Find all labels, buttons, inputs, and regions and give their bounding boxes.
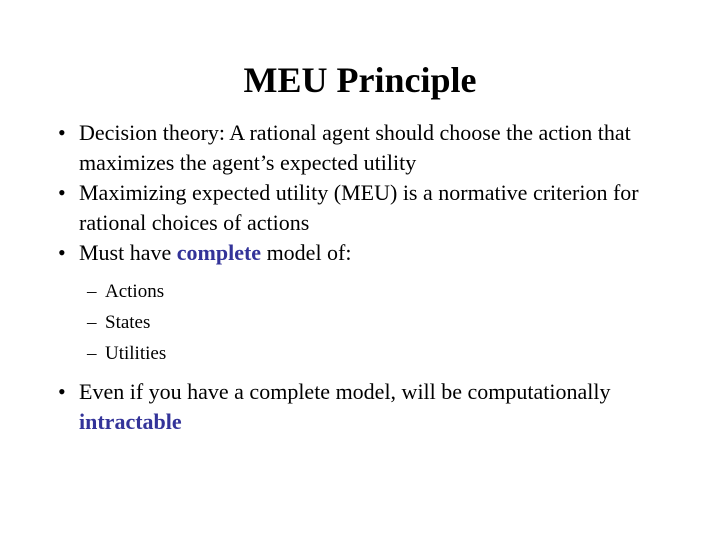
bullet-marker: • [58, 180, 66, 205]
bullet-list [56, 118, 676, 437]
bullet-text: Maximizing expected utility (MEU) is a normative criterion for rational choices of actions [79, 180, 639, 235]
sub-item-text: States [105, 312, 151, 333]
sub-item-text: Actions [105, 281, 165, 302]
dash-marker: – [87, 343, 97, 364]
bullet-item-complete-model [56, 238, 676, 369]
bullet-text: Decision theory: A rational agent should choose the action that maximizes the agent’s expected utility [79, 120, 631, 175]
bullet-text-suffix: model of: [261, 240, 352, 265]
bullet-item-decision-theory [56, 118, 676, 178]
bullet-marker: • [58, 379, 66, 404]
dash-marker: – [87, 312, 97, 333]
sub-item-text: Utilities [105, 343, 167, 364]
highlight-complete: complete [176, 240, 262, 265]
sub-item-actions [77, 276, 676, 307]
bullet-text-prefix: Must have [79, 240, 177, 265]
bullet-marker: • [58, 240, 66, 265]
sub-item-utilities [77, 338, 676, 369]
bullet-text-prefix: Even if you have a complete model, will be computationally [79, 379, 611, 404]
highlight-intractable: intractable [79, 409, 182, 434]
dash-marker: – [87, 281, 97, 302]
bullet-item-intractable [56, 377, 676, 437]
sub-bullet-list [79, 276, 676, 369]
bullet-marker: • [58, 120, 66, 145]
slide-title: MEU Principle [243, 60, 477, 100]
bullet-item-meu-criterion [56, 178, 676, 238]
sub-item-states [77, 307, 676, 338]
